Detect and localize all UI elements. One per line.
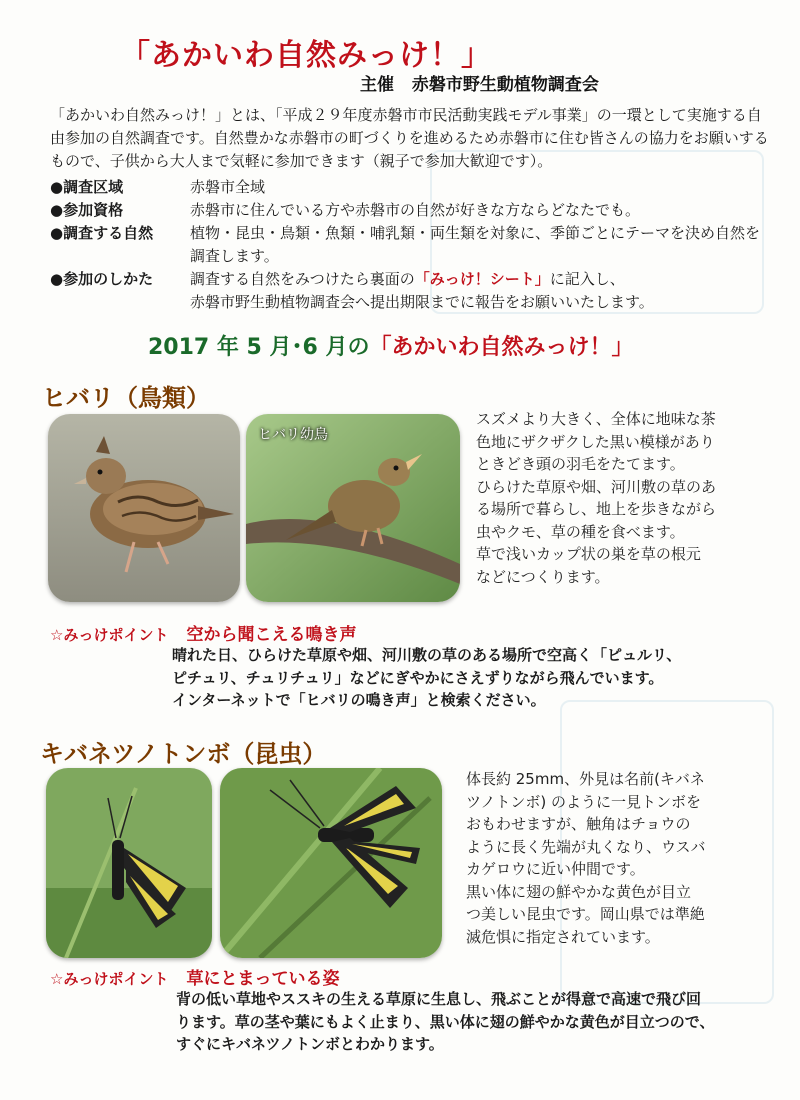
organizer-name: 赤磐市野生動植物調査会 xyxy=(411,75,599,95)
owlfly-illustration-2 xyxy=(220,768,442,958)
mikke-point-hibari xyxy=(50,620,356,645)
photo-kibane-2 xyxy=(220,768,442,958)
info-row-nature xyxy=(50,222,770,268)
photo-caption: ヒバリ幼鳥 xyxy=(258,427,328,443)
intro-paragraph: 「あかいわ自然みっけ！」とは、「平成２９年度赤磐市市民活動実践モデル事業」の一環として実施する自由参加の自然調査です。自然豊かな赤磐市の町づくりを進めるため赤磐市に住む皆さんの協力をお願いするもので、子供から大人まで気軽に参加できます（親子で参加大歓迎です）。 xyxy=(50,106,769,170)
info-row-area xyxy=(50,176,770,199)
mikke-point-mark: ☆みっけポイント xyxy=(50,970,169,988)
desc-line: る場所で暮らし、地上を歩きながら xyxy=(476,500,717,518)
desc-line: 色地にザクザクした黒い模様があり xyxy=(476,432,715,451)
organizer-label: 主催 xyxy=(360,75,394,95)
section-title-hibari: ヒバリ（鳥類） xyxy=(42,384,210,412)
info-value: 植物・昆虫・鳥類・魚類・哺乳類・両生類を対象に、季節ごとにテーマを決め自然を調査します。 xyxy=(190,224,761,265)
info-label: ●参加のしかた xyxy=(50,270,154,288)
info-value: 赤磐市全域 xyxy=(190,178,266,196)
info-value-text: 赤磐市野生動植物調査会へ提出期限までに報告をお願いいたします。 xyxy=(190,293,654,311)
point-line: インターネットで「ヒバリの鳴き声」と検索ください。 xyxy=(172,691,546,709)
skylark-illustration xyxy=(48,414,240,602)
info-label: ●参加資格 xyxy=(50,201,124,219)
mikke-sheet-highlight: 「みっけ！シート」 xyxy=(414,270,550,288)
desc-line: スズメより大きく、全体に地味な茶 xyxy=(476,410,716,428)
point-line: ピチュリ、チュリチュリ」などにぎやかにさえずりながら飛んでいます。 xyxy=(172,668,664,687)
mikke-point-text-kibane xyxy=(176,988,786,1056)
subtitle-date: 2017 年 5 月･6 月の xyxy=(148,335,370,360)
desc-line: ように長く先端が丸くなり、ウスバ xyxy=(466,837,706,856)
photo-hibari-adult xyxy=(48,414,240,602)
desc-line: 体長約 25mm、外見は名前(キバネ xyxy=(466,770,705,788)
desc-line: ひらけた草原や畑、河川敷の草のあ xyxy=(476,477,717,496)
desc-line: ツノトンボ) のように一見トンボを xyxy=(466,792,702,811)
photo-hibari-juvenile xyxy=(246,414,460,602)
point-line: 背の低い草地やススキの生える草原に生息し、飛ぶことが得意で高速で飛び回 xyxy=(176,990,702,1008)
campaign-subtitle xyxy=(148,330,634,361)
mikke-point-heading: 空から聞こえる鳴き声 xyxy=(186,625,357,645)
point-line: ります。草の茎や葉にもよく止まり、黒い体に翅の鮮やかな黄色が目立つので、 xyxy=(176,1012,715,1031)
desc-line: おもわせますが、触角はチョウの xyxy=(466,815,691,833)
hibari-description xyxy=(476,408,776,588)
mikke-point-mark: ☆みっけポイント xyxy=(50,626,169,644)
kibane-description xyxy=(466,768,778,948)
info-label: ●調査する自然 xyxy=(50,224,154,242)
photo-kibane-1 xyxy=(46,768,212,958)
owlfly-illustration-1 xyxy=(46,768,212,958)
info-value-text: に記入し、 xyxy=(549,270,625,288)
info-value-text: 調査する自然をみつけたら裏面の xyxy=(190,270,415,288)
info-row-howto xyxy=(50,268,770,314)
info-value xyxy=(190,268,770,314)
desc-line: 草で浅いカップ状の巣を草の根元 xyxy=(476,545,701,563)
mikke-point-kibane xyxy=(50,964,339,989)
subtitle-name: 「あかいわ自然みっけ！」 xyxy=(369,335,634,360)
page-title: 「あかいわ自然みっけ！」 xyxy=(120,38,492,73)
mikke-point-heading: 草にとまっている姿 xyxy=(186,969,340,989)
point-line: 晴れた日、ひらけた草原や畑、河川敷の草のある場所で空高く「ピュルリ、 xyxy=(172,646,682,664)
desc-line: 滅危惧に指定されています。 xyxy=(466,927,660,946)
info-row-qualification xyxy=(50,199,770,222)
desc-line: 黒い体に翅の鮮やかな黄色が目立 xyxy=(466,882,692,901)
desc-line: カゲロウに近い仲間です。 xyxy=(466,860,645,878)
mikke-point-text-hibari xyxy=(172,644,782,712)
desc-line: つ美しい昆虫です。岡山県では準絶 xyxy=(466,905,705,923)
desc-line: などにつくります。 xyxy=(476,567,610,586)
organizer xyxy=(360,70,599,95)
section-title-kibane: キバネツノトンボ（昆虫） xyxy=(40,740,327,768)
desc-line: ときどき頭の羽毛をたてます。 xyxy=(476,455,685,473)
info-label: ●調査区域 xyxy=(50,178,124,196)
info-value: 赤磐市に住んでいる方や赤磐市の自然が好きな方ならどなたでも。 xyxy=(190,201,641,219)
desc-line: 虫やクモ、草の種を食べます。 xyxy=(476,522,685,541)
info-list xyxy=(50,176,770,314)
point-line: すぐにキバネツノトンボとわかります。 xyxy=(176,1035,444,1053)
